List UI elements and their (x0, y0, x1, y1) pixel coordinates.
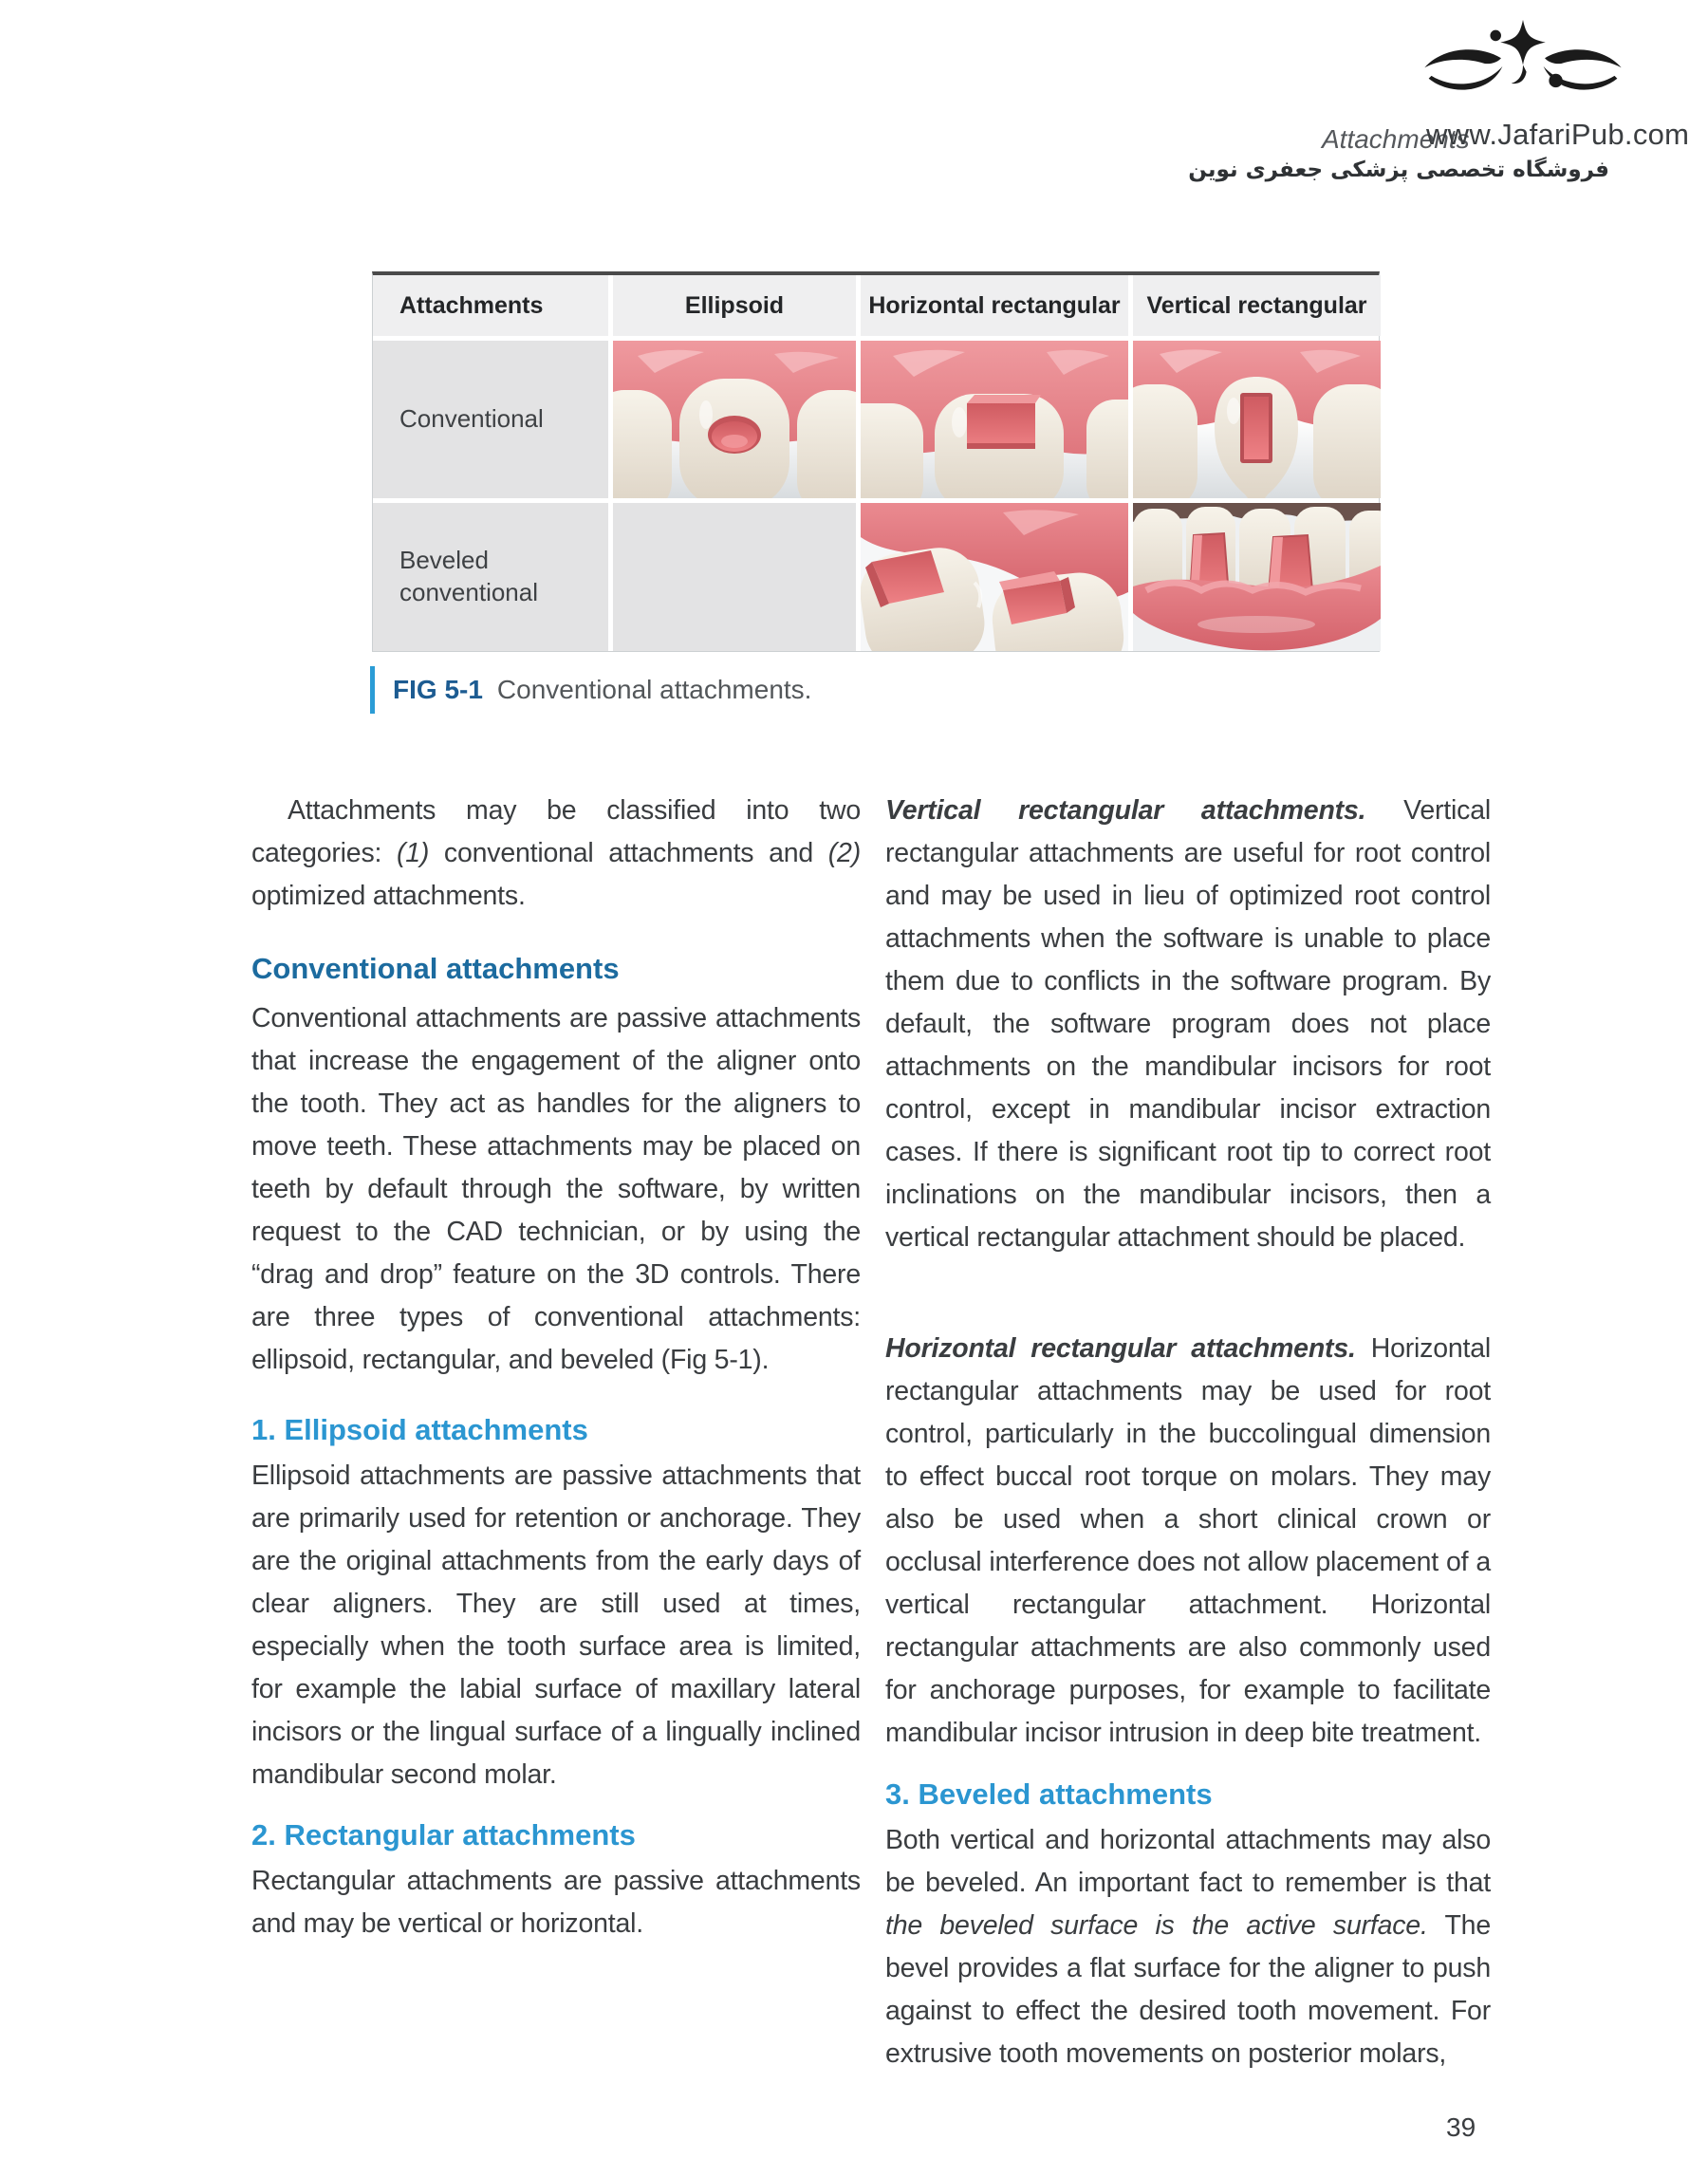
empty-cell (613, 503, 856, 651)
paragraph-ellipsoid: Ellipsoid attachments are passive attachments that are primarily used for retention or anchorage. They are the original attachments from the early days of clear aligners. They are still used at times, especially when the tooth surface area is limited, for example the labial surface of maxillary lateral incisors or the lingual surface of a lingually inclined mandibular second molar. (251, 1461, 861, 1790)
row-label-beveled-conventional: Beveled conventional (373, 503, 608, 651)
paragraph-vertical-rectangular: Vertical rectangular attachments. Vertical rectangular attachments are useful for root control and may be used in lieu of optimized root control attachments when the software is unable to place them due to conflicts in the software program. By default, the software program does not place attachments on the mandibular incisors for root control, except in mandibular incisor extraction cases. If there is significant root tip to correct root inclinations on the mandibular incisors, then a vertical rectangular attachment should be placed. (885, 795, 1491, 1253)
heading-ellipsoid-attachments: 1. Ellipsoid attachments (251, 1413, 588, 1446)
figure-caption-text: Conventional attachments. (496, 675, 812, 704)
running-title: Attachments (1322, 124, 1470, 154)
paragraph-rectangular: Rectangular attachments are passive attachments and may be vertical or horizontal. (251, 1866, 861, 1939)
publisher-logo (1420, 17, 1625, 120)
table-header-vertical-rectangular: Vertical rectangular (1133, 275, 1381, 336)
table-header-horizontal-rectangular: Horizontal rectangular (861, 275, 1128, 336)
page-number: 39 (1446, 2112, 1476, 2142)
attachments-table (372, 271, 1380, 652)
figure-caption (370, 666, 811, 714)
publisher-tagline-persian: فروشگاه تخصصی پزشکی جعفری نوین (1188, 158, 1609, 182)
caption-accent-bar (370, 666, 375, 714)
table-header-attachments: Attachments (373, 275, 608, 336)
left-column (251, 790, 861, 1945)
paragraph-intro: Attachments may be classified into two categories: (1) conventional attachments and (2) optimized attachments. (251, 795, 861, 911)
publisher-website: www.JafariPub.com (1426, 118, 1690, 151)
heading-rectangular-attachments: 2. Rectangular attachments (251, 1818, 636, 1851)
heading-conventional-attachments: Conventional attachments (251, 952, 620, 985)
paragraph-horizontal-rectangular: Horizontal rectangular attachments. Horizontal rectangular attachments may be used for root control, particularly in the buccolingual dimension to effect buccal root torque on molars. They may also be used when a short clinical crown or occlusal interference does not allow placement of a vertical rectangular attachment. Horizontal rectangular attachments are also commonly used for anchorage purposes, for example to facilitate mandibular incisor intrusion in deep bite treatment. (885, 1333, 1492, 1748)
figure-caption-label: FIG 5-1 (393, 675, 483, 704)
row-label-conventional: Conventional (373, 341, 608, 498)
paragraph-beveled: Both vertical and horizontal attachments may also be beveled. An important fact to remember is that the beveled surface is the active surface. The bevel provides a flat surface for the aligner to push against to effect the desired tooth movement. For extrusive tooth movements on posterior molars, (885, 1825, 1491, 2069)
paragraph-conventional: Conventional attachments are passive attachments that increase the engagement of the aligner onto the tooth. They act as handles for the aligners to move teeth. These attachments may be placed on teeth by default through the software, by written request to the CAD technician, or by using the “drag and drop” feature on the 3D controls. There are three types of conventional attachments: ellipsoid, rectangular, and beveled (Fig 5-1). (251, 1003, 861, 1375)
beveled-vertical-rectangular-illustration (1133, 503, 1381, 651)
heading-beveled-attachments: 3. Beveled attachments (885, 1777, 1213, 1811)
horizontal-rectangular-attachment-illustration (861, 341, 1128, 498)
beveled-horizontal-rectangular-illustration (861, 503, 1128, 651)
figure-5-1 (372, 271, 1380, 652)
table-header-ellipsoid: Ellipsoid (613, 275, 856, 336)
ellipsoid-attachment-illustration (613, 341, 856, 498)
right-column (885, 790, 1491, 2075)
vertical-rectangular-attachment-illustration (1133, 341, 1381, 498)
